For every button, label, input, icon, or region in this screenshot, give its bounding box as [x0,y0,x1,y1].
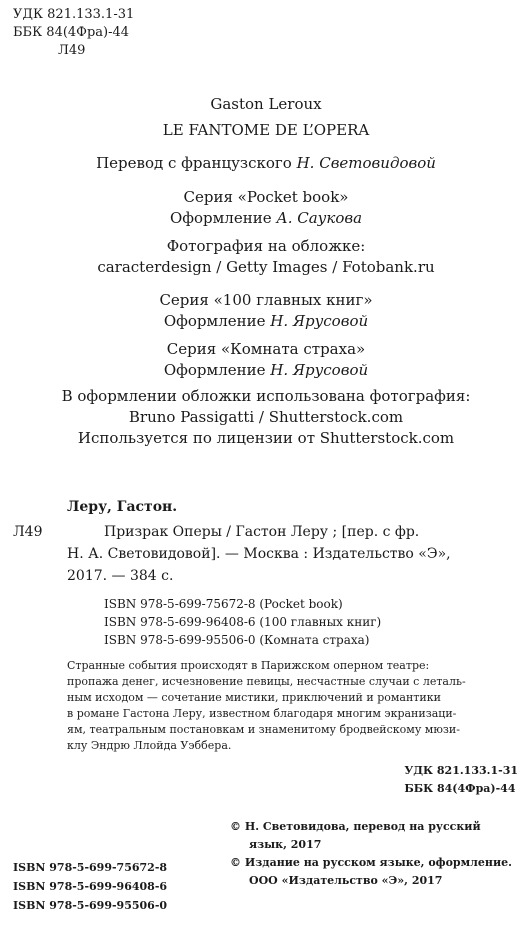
license-line: Используется по лицензии от Shutterstock.com [77,429,455,447]
bib-line-1: Призрак Оперы / Гастон Леру ; [пер. с фр. [104,524,420,540]
bottom-isbn-list [13,858,167,915]
description-line: клу Эндрю Ллойда Уэббера. [67,739,232,752]
book-description [67,658,521,754]
bottom-codes [404,762,518,798]
cover-design-photo-line: В оформлении обложки использована фотография: [61,387,471,405]
designer-name: А. Саукова [276,209,363,227]
bottom-isbn: ISBN 978-5-699-96408-6 [13,880,168,893]
design-prefix: Оформление [169,209,277,227]
design-100-books [0,311,532,332]
bib-line-2: Н. А. Световидовой]. — Москва : Издательство «Э», [67,546,451,562]
copyright-line: ООО «Издательство «Э», 2017 [249,874,443,887]
bib-line-3: 2017. — 384 с. [67,568,174,584]
bottom-udk-code: УДК 821.133.1-31 [404,764,518,777]
translation-line [0,153,532,174]
designer-name: Н. Ярусовой [270,361,369,379]
bottom-bbk-code: ББК 84(4Фра)-44 [404,782,516,795]
cover-photo-credit: caracterdesign / Getty Images / Fotobank.ru [97,258,435,276]
copyright-line: © Издание на русском языке, оформление. [230,856,512,869]
bottom-isbn: ISBN 978-5-699-75672-8 [13,861,168,874]
translator-name: Н. Световидовой [296,154,436,172]
description-line: ным исходом — сочетание мистики, приключений и романтики [67,691,441,704]
bib-author-heading: Леру, Гастон. [67,499,178,515]
series-pocket-book: Серия «Pocket book» [183,188,349,206]
bottom-isbn: ISBN 978-5-699-95506-0 [13,899,168,912]
copyright-line: © Н. Световидова, перевод на русский [230,820,481,833]
series-100-books: Серия «100 главных книг» [159,291,373,309]
author-mark: Л49 [58,43,86,58]
copyright-line: язык, 2017 [249,838,322,851]
translation-prefix: Перевод с французского [96,154,297,172]
cover-design-photo-credit: Bruno Passigatti / Shutterstock.com [128,408,404,426]
bib-isbn-list [104,595,381,649]
bib-isbn: ISBN 978-5-699-95506-0 (Комната страха) [104,633,370,647]
cover-photo-heading: Фотография на обложке: [166,237,366,255]
designer-name: Н. Ярусовой [270,312,369,330]
description-line: Странные события происходят в Парижском оперном театре: [67,659,430,672]
bbk-code: ББК 84(4Фра)-44 [13,25,130,40]
design-prefix: Оформление [163,361,271,379]
description-line: ям, театральным постановкам и знаменитому бродвейскому мюзи- [67,723,460,736]
bib-isbn: ISBN 978-5-699-75672-8 (Pocket book) [104,597,343,611]
copyright-block [230,818,512,890]
bib-isbn: ISBN 978-5-699-96408-6 (100 главных книг) [104,615,382,629]
design-horror-room [0,360,532,381]
design-prefix: Оформление [163,312,271,330]
bib-author-mark: Л49 [13,524,43,540]
design-pocket-book [0,208,532,229]
udk-code: УДК 821.133.1-31 [13,7,135,22]
series-horror-room: Серия «Комната страха» [166,340,366,358]
original-author: Gaston Leroux [210,95,322,113]
original-title: LE FANTOME DE L’OPERA [162,121,370,139]
description-line: пропажа денег, исчезновение певицы, несчастные случаи с леталь- [67,675,466,688]
description-line: в романе Гастона Леру, известном благодаря многим экранизаци- [67,707,457,720]
